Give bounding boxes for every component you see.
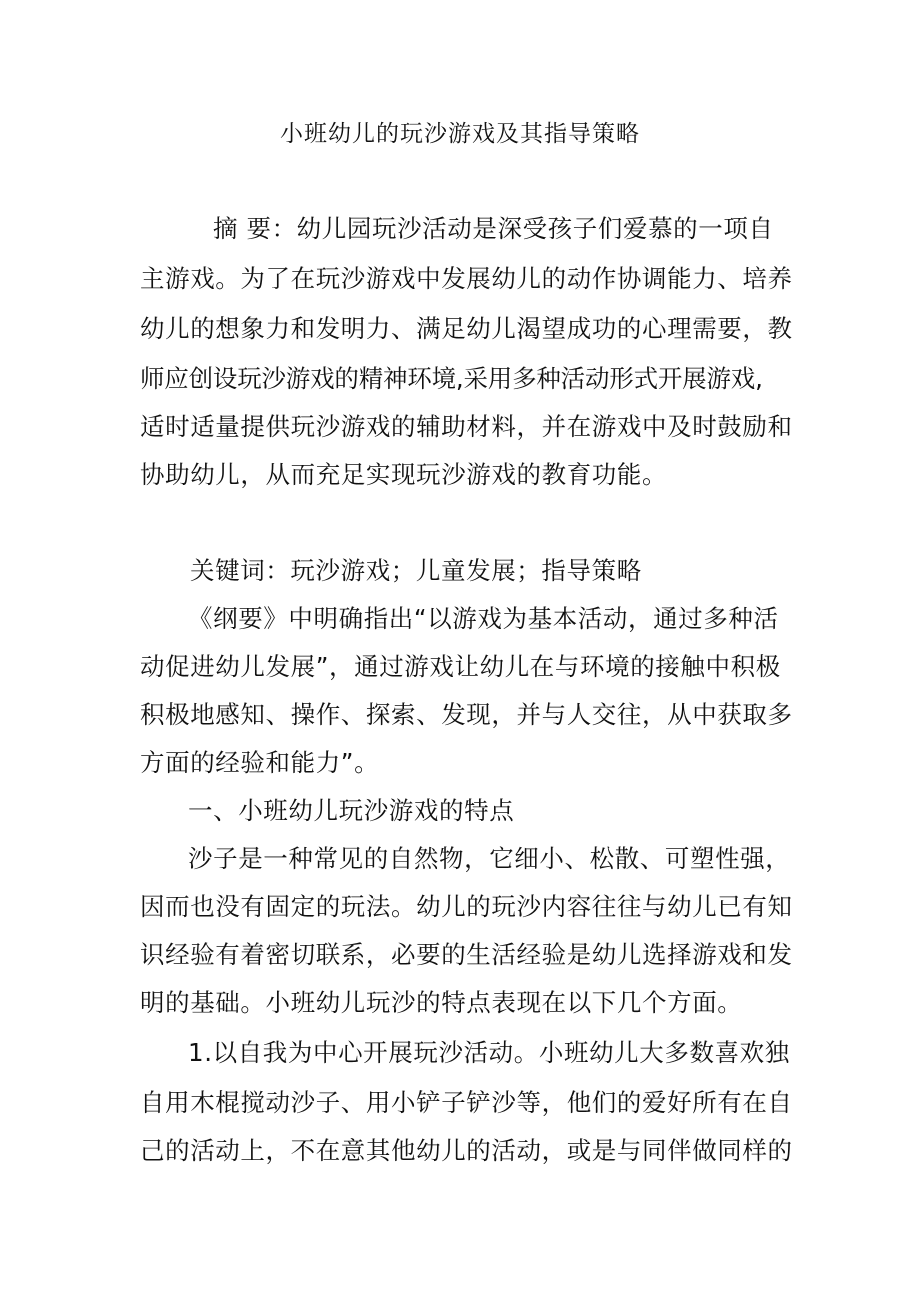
document-title: 小班幼儿的玩沙游戏及其指导策略 [280,121,640,147]
abstract-line-2: 主游戏。为了在玩沙游戏中发展幼儿的动作协调能力、培养 [140,264,793,293]
intro-line-3: 积极地感知、操作、探索、发现，并与人交往，从中获取多 [140,700,793,729]
abstract-line-6: 协助幼儿，从而充足实现玩沙游戏的教育功能。 [140,460,668,489]
intro-line-2: 动促进幼儿发展”，通过游戏让幼儿在与环境的接触中积极 [140,652,781,681]
abstract-line-5: 适时适量提供玩沙游戏的辅助材料，并在游戏中及时鼓励和 [140,412,793,441]
abstract-line-1: 摘 要：幼儿园玩沙活动是深受孩子们爱慕的一项自 [213,214,774,243]
section1-para-line-1: 沙子是一种常见的自然物，它细小、松散、可塑性强， [188,844,791,873]
keywords-line: 关键词：玩沙游戏；儿童发展；指导策略 [190,556,642,585]
abstract-line-4: 师应创设玩沙游戏的精神环境,采用多种活动形式开展游戏, [140,364,763,393]
point1-line-3: 己的活动上，不在意其他幼儿的活动，或是与同伴做同样的 [140,1136,793,1165]
section1-para-line-3: 识经验有着密切联系，必要的生活经验是幼儿选择游戏和发 [140,940,793,969]
point1-line-2: 自用木棍搅动沙子、用小铲子铲沙等，他们的爱好所有在自 [140,1088,793,1117]
section1-para-line-2: 因而也没有固定的玩法。幼儿的玩沙内容往往与幼儿已有知 [140,892,793,921]
section-heading-1: 一、小班幼儿玩沙游戏的特点 [188,796,515,825]
intro-line-4: 方面的经验和能力”。 [140,748,380,777]
section1-para-line-4: 明的基础。小班幼儿玩沙的特点表现在以下几个方面。 [140,988,743,1017]
abstract-line-3: 幼儿的想象力和发明力、满足幼儿渴望成功的心理需要，教 [140,314,793,343]
point1-line-1: 1.以自我为中心开展玩沙活动。小班幼儿大多数喜欢独 [188,1038,790,1067]
intro-line-1: 《纲要》中明确指出“以游戏为基本活动，通过多种活 [188,604,779,633]
